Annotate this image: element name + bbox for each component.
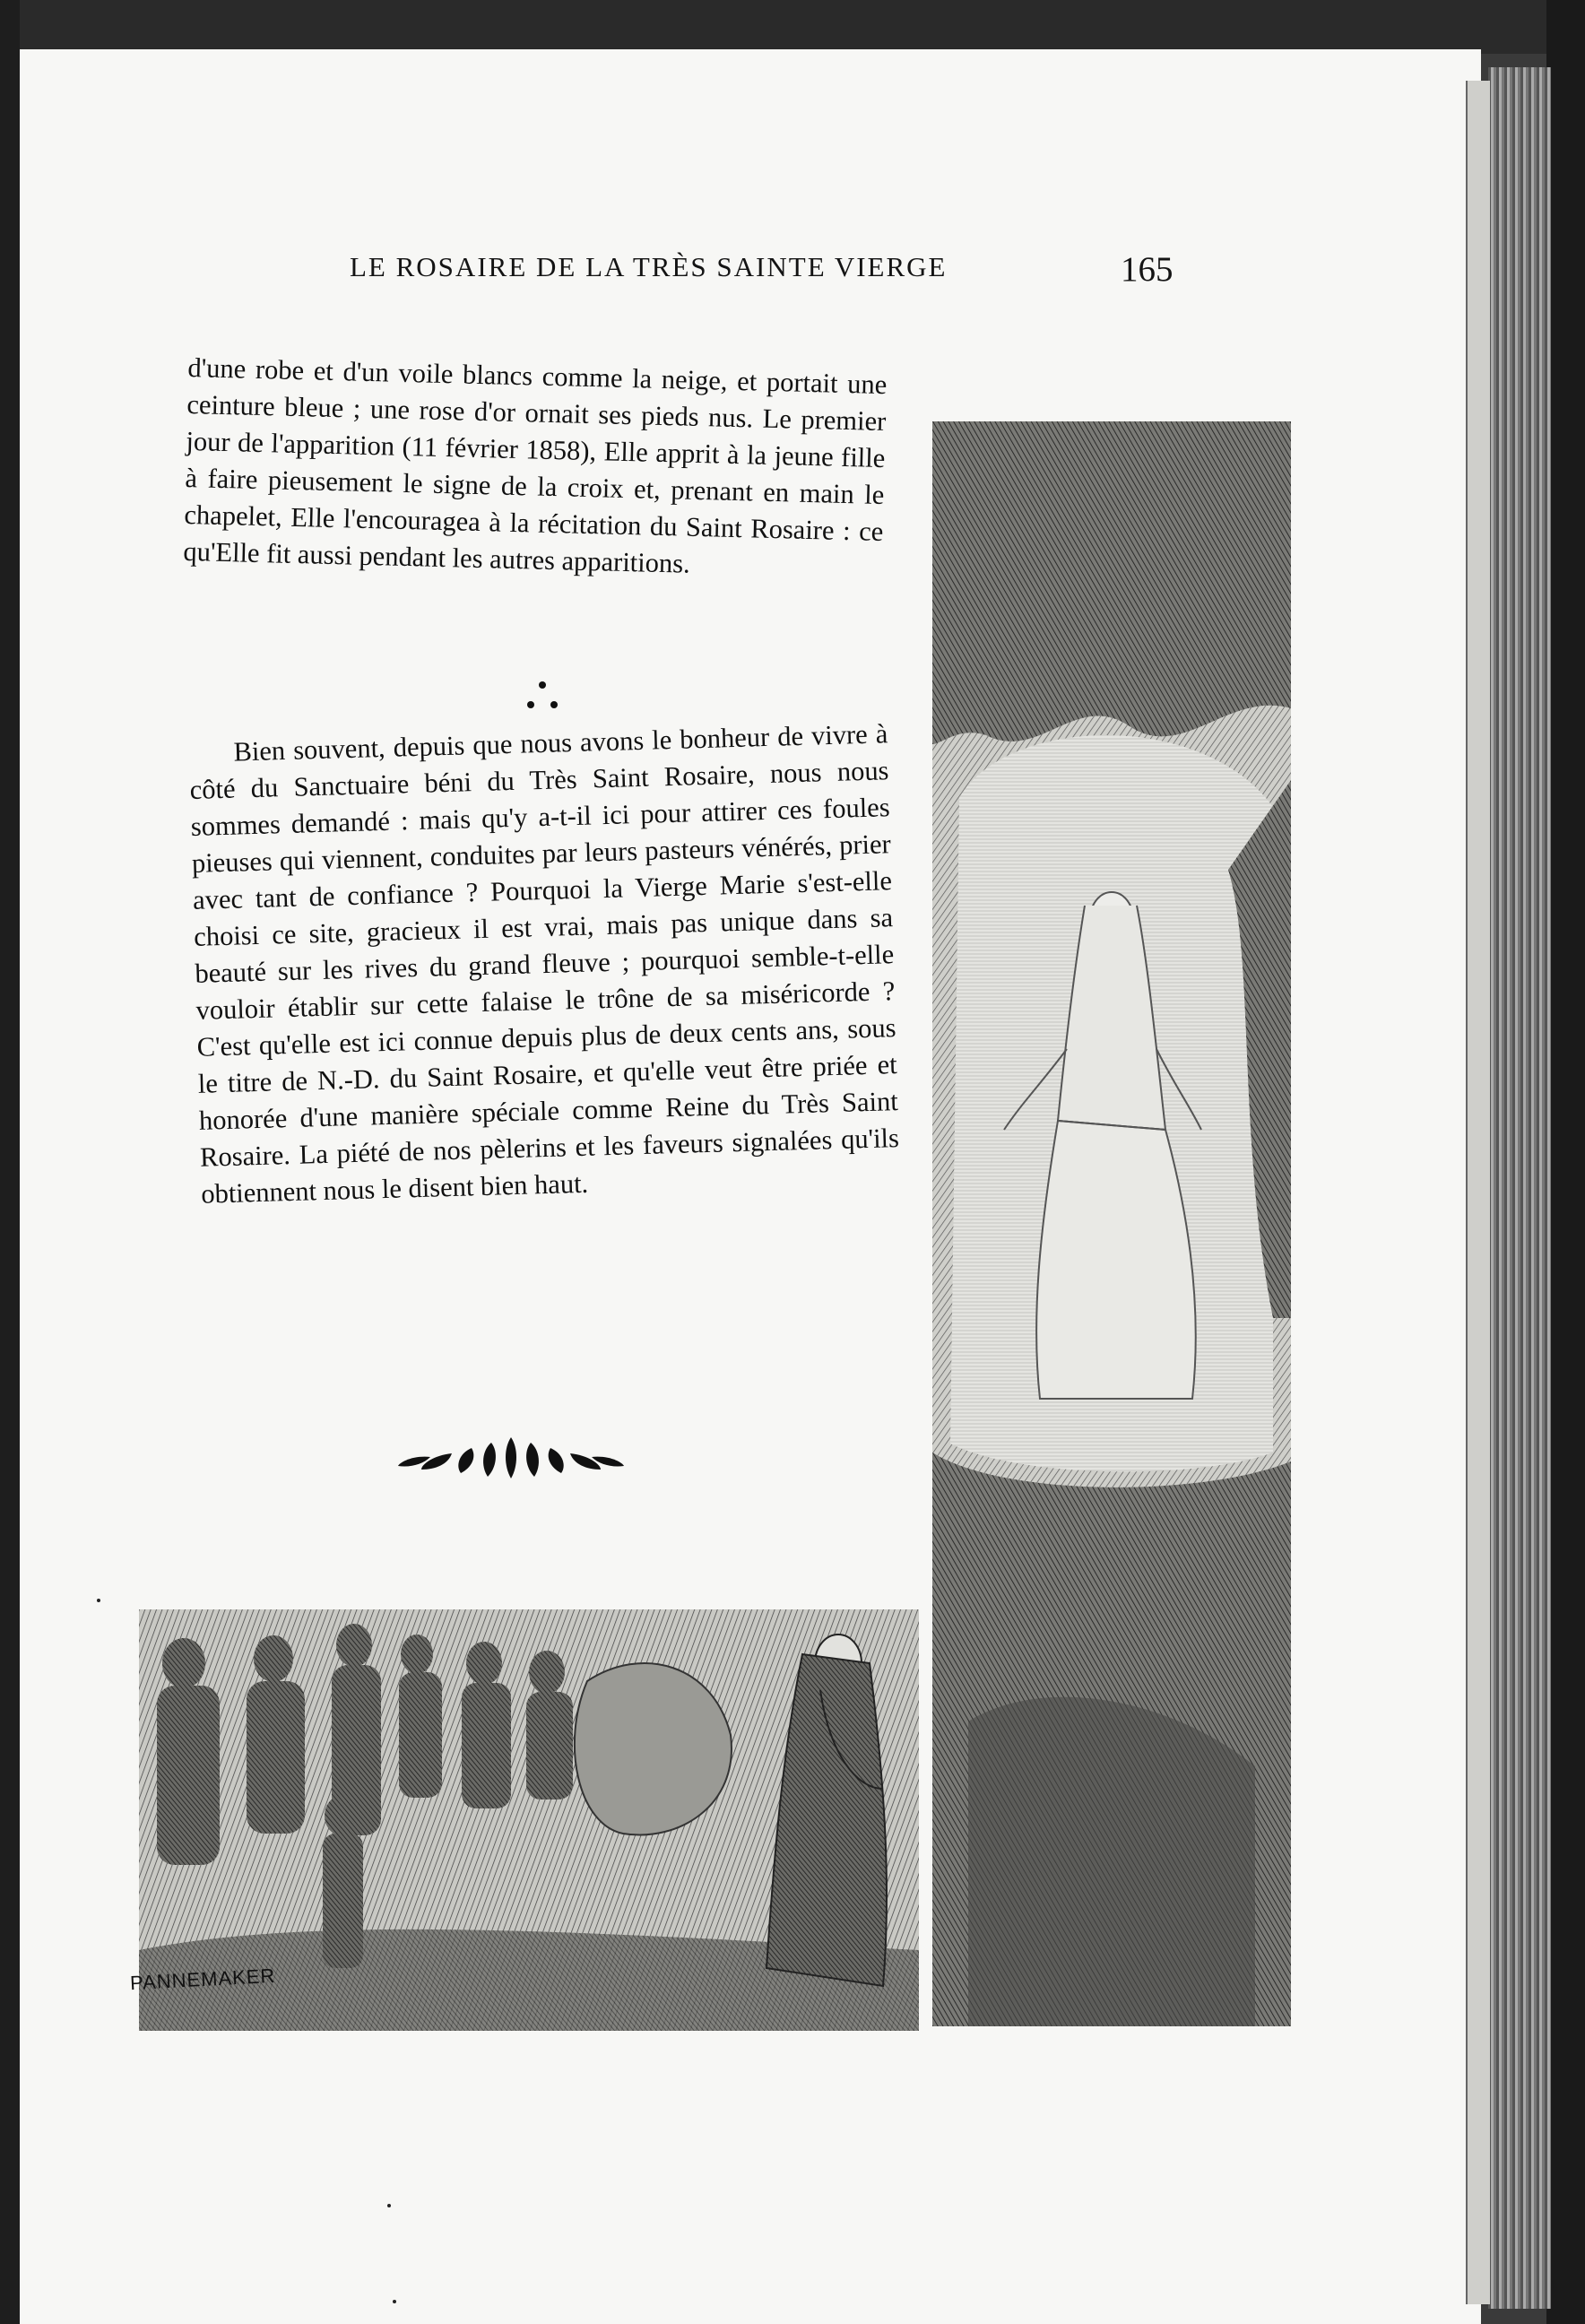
tailpiece-ornament [394, 1430, 628, 1484]
paragraph-1: d'une robe et d'un voile blancs comme la neige, et portait une ceinture bleue ; une rose d'or ornait ses pieds nus. Le premier jour de l'apparition (11 février 1858), Elle apprit à la jeune fille à faire pieusement le signe de la croix et, prenant en main le chapelet, Elle l'encouragea à la récitation du Saint Rosaire : ce qu'Elle fit aussi pendant les autres apparitions. [183, 351, 888, 579]
stray-mark [393, 2300, 396, 2303]
paragraph-2: Bien souvent, depuis que nous avons le bonheur de vivre à côté du Sanctuaire béni du Très Saint Rosaire, nous nous sommes demandé : mais qu'y a-t-il ici pour attirer ces foules pieuses qui viennent, conduites par leurs pasteurs vénérés, prier avec tant de confiance ? Pourquoi la Vierge Marie s'est-elle choisi ce site, gracieux il est vrai, mais pas unique dans sa beauté sur les rives du grand fleuve ; pourquoi semble-t-elle vouloir établir sur cette falaise le trône de sa miséricorde ? C'est qu'elle est ici connue depuis plus de deux cents ans, sous le titre de N.-D. du Saint Rosaire, et qu'elle veut être priée et honorée d'une manière spéciale comme Reine du Très Saint Rosaire. La piété de nos pèlerins et les faveurs signalées qu'ils obtiennent nous le disent bien haut. [189, 718, 900, 1210]
book-page-edge [1466, 81, 1490, 2304]
engraver-signature: PANNEMAKER [129, 1964, 276, 1995]
scan-border-right [1546, 0, 1585, 2324]
stray-mark [97, 1599, 100, 1602]
apparition-engraving-art [932, 421, 1291, 2026]
apparition-engraving [932, 421, 1291, 2026]
page-number: 165 [1121, 250, 1174, 289]
asterism-separator [520, 680, 565, 715]
scan-border-left [0, 0, 20, 2324]
running-head: LE ROSAIRE DE LA TRÈS SAINTE VIERGE [350, 251, 948, 282]
stray-mark [387, 2204, 391, 2207]
scan-border-top [0, 0, 1585, 54]
book-page-stack [1488, 67, 1551, 2309]
